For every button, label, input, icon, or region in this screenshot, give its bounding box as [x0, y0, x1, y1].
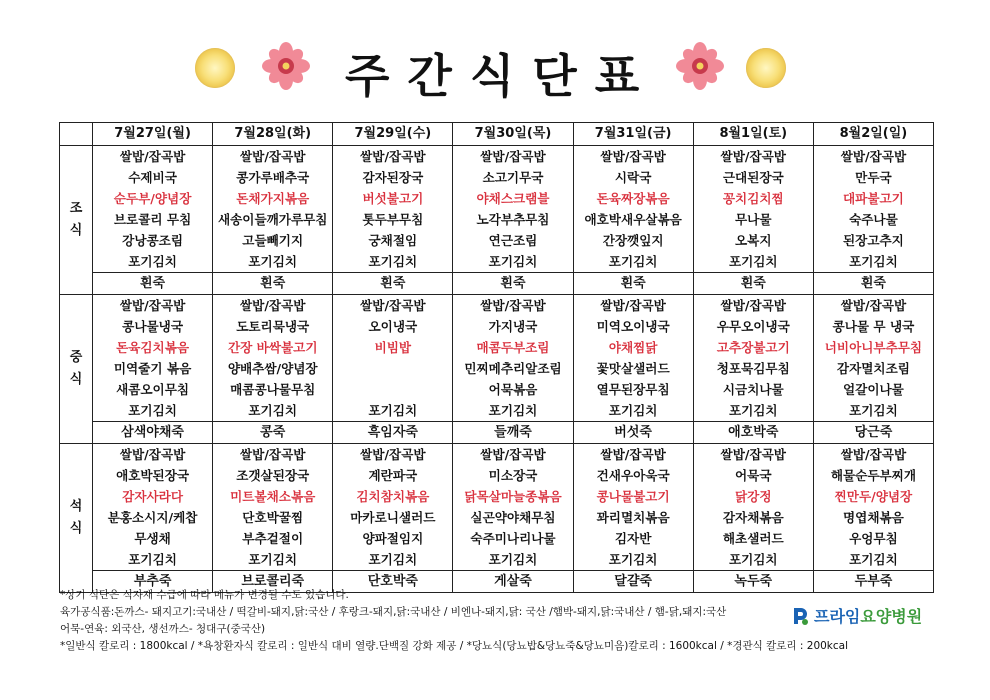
dish-item: 새콤오이무침	[116, 382, 190, 397]
dish-item: 오복지	[735, 233, 772, 248]
dish-item: 단호박꿀찜	[242, 510, 304, 525]
dish-item: 포기김치	[368, 254, 418, 269]
main-dish: 찐만두/양념장	[834, 489, 913, 504]
dish-item: 쌀밥/잡곡밥	[720, 447, 786, 462]
dish-item: 쌀밥/잡곡밥	[840, 447, 907, 462]
dish-item: 포기김치	[608, 403, 658, 418]
meal-label-char: 석	[69, 499, 83, 514]
dish-item: 강낭콩조림	[122, 233, 183, 248]
dish-item: 마카로니샐러드	[350, 510, 436, 525]
dish-cell	[93, 295, 213, 422]
dish-item: 애호박된장국	[116, 468, 190, 483]
dish-item: 포기김치	[849, 254, 898, 269]
dish-item: 포기김치	[128, 254, 177, 269]
main-dish: 돈육김치볶음	[116, 340, 190, 355]
day-header: 7월28일(화)	[213, 123, 333, 146]
dish-item: 부추겉절이	[242, 531, 304, 546]
yellow-rose-icon	[746, 48, 786, 88]
dish-item: 분홍소시지/케찹	[107, 510, 198, 525]
dish-cell	[573, 146, 693, 273]
dish-item: 미소장국	[488, 468, 538, 483]
dish-item: 포기김치	[608, 552, 658, 567]
porridge-cell: 부추죽	[93, 571, 213, 593]
dish-item: 숙주나물	[849, 212, 898, 227]
dish-item: 쌀밥/잡곡밥	[600, 149, 666, 164]
dish-item: 포기김치	[608, 254, 658, 269]
meal-row	[60, 146, 934, 273]
porridge-row	[60, 273, 934, 295]
dish-item: 연근조림	[488, 233, 538, 248]
meal-label-char: 식	[69, 521, 83, 536]
meal-label	[60, 444, 93, 593]
page-title: 주간식단표	[345, 49, 658, 103]
main-dish: 야채스크램블	[476, 191, 550, 206]
dish-cell	[693, 444, 813, 571]
note-line: 어묵-연육: 외국산, 생선까스- 청대구(중국산)	[60, 623, 266, 635]
porridge-cell: 흰죽	[813, 273, 933, 295]
meal-row	[60, 295, 934, 422]
dish-item: 실곤약야채무침	[470, 510, 556, 525]
porridge-cell: 흰죽	[573, 273, 693, 295]
dish-item: 포기김치	[849, 552, 898, 567]
dish-item: 건새우아욱국	[596, 468, 670, 483]
dish-cell	[573, 444, 693, 571]
meal-label-char: 식	[69, 372, 83, 387]
dish-cell	[93, 444, 213, 571]
main-dish: 대파불고기	[843, 191, 904, 206]
day-header: 7월31일(금)	[573, 123, 693, 146]
dish-item: 쌀밥/잡곡밥	[360, 447, 426, 462]
dish-item: 포기김치	[368, 552, 418, 567]
dish-cell	[453, 444, 573, 571]
dish-item: 우무오이냉국	[716, 319, 790, 334]
dish-cell	[813, 295, 933, 422]
porridge-row	[60, 422, 934, 444]
dish-item: 된장고추지	[843, 233, 904, 248]
porridge-cell: 흰죽	[453, 273, 573, 295]
brand-name-part: 프라임	[814, 607, 861, 626]
hospital-logo-icon	[790, 606, 810, 626]
dish-item: 해초샐러드	[722, 531, 784, 546]
porridge-cell: 삼색야채죽	[93, 422, 213, 444]
porridge-cell: 흰죽	[333, 273, 453, 295]
dish-cell	[813, 444, 933, 571]
dish-cell	[333, 146, 453, 273]
dish-item: 포기김치	[128, 552, 177, 567]
dish-item: 꽃맛살샐러드	[596, 361, 670, 376]
note-line: 육가공식품:돈까스- 돼지고기:국내산 / 떡갈비-돼지,닭:국산 / 후랑크-돼지,닭:국내산 / 비엔나-돼지,닭: 국산 /햄박-돼지,닭:국내산 / 햄-닭,돼지:국산	[60, 606, 727, 618]
main-dish: 순두부/양념장	[113, 191, 192, 206]
main-dish: 비빔밥	[374, 340, 412, 355]
main-dish: 미트볼채소볶음	[230, 489, 316, 504]
dish-cell	[333, 295, 453, 422]
dish-item: 도토리묵냉국	[236, 319, 310, 334]
porridge-cell: 버섯죽	[573, 422, 693, 444]
main-dish: 돈육짜장볶음	[596, 191, 670, 206]
dish-cell	[573, 295, 693, 422]
dish-item: 쌀밥/잡곡밥	[720, 149, 786, 164]
dish-item: 쌀밥/잡곡밥	[119, 149, 186, 164]
dish-cell	[693, 146, 813, 273]
dish-item: 쌀밥/잡곡밥	[480, 149, 546, 164]
day-header: 7월29일(수)	[333, 123, 453, 146]
dish-item: 쌀밥/잡곡밥	[600, 298, 666, 313]
dish-item: 포기김치	[488, 403, 538, 418]
dish-item: 계란파국	[368, 468, 418, 483]
pink-flower-icon	[676, 42, 724, 90]
pink-flower-icon	[262, 42, 310, 90]
dish-item: 청포묵김무침	[716, 361, 790, 376]
day-header: 8월1일(토)	[693, 123, 813, 146]
porridge-cell: 단호박죽	[333, 571, 453, 593]
dish-cell	[813, 146, 933, 273]
dish-item: 열무된장무침	[596, 382, 670, 397]
main-dish: 야채찜닭	[608, 340, 658, 355]
dish-item	[333, 379, 452, 400]
hospital-name	[814, 604, 922, 627]
dish-item: 김자반	[614, 531, 652, 546]
dish-item: 포기김치	[488, 254, 538, 269]
porridge-cell: 브로콜리죽	[213, 571, 333, 593]
day-header: 8월2일(일)	[813, 123, 933, 146]
weekly-menu-table	[59, 122, 934, 593]
dish-item: 쌀밥/잡곡밥	[360, 149, 426, 164]
dish-item: 수제비국	[128, 170, 177, 185]
main-dish: 닭강정	[735, 489, 772, 504]
dish-item: 양파절임지	[362, 531, 424, 546]
porridge-cell: 흰죽	[213, 273, 333, 295]
dish-item: 어묵국	[735, 468, 772, 483]
brand-name-part: 요양병원	[860, 607, 923, 626]
dish-item: 쌀밥/잡곡밥	[239, 447, 306, 462]
porridge-cell: 흰죽	[693, 273, 813, 295]
meal-label	[60, 295, 93, 444]
dish-item: 쌀밥/잡곡밥	[480, 447, 546, 462]
porridge-cell: 당근죽	[813, 422, 933, 444]
main-dish: 버섯불고기	[362, 191, 424, 206]
main-dish: 감자사라다	[122, 489, 183, 504]
dish-item: 콩가루배추국	[236, 170, 310, 185]
dish-item: 쌀밥/잡곡밥	[239, 298, 306, 313]
dish-cell	[213, 146, 333, 273]
meal-label-char: 조	[69, 201, 83, 216]
day-header: 7월27일(월)	[93, 123, 213, 146]
dish-item: 쌀밥/잡곡밥	[119, 298, 186, 313]
dish-cell	[453, 295, 573, 422]
porridge-cell: 흑임자죽	[333, 422, 453, 444]
dish-item: 해물순두부찌개	[830, 468, 916, 483]
dish-cell	[213, 295, 333, 422]
main-dish: 고추장불고기	[716, 340, 790, 355]
dish-item: 포기김치	[728, 403, 778, 418]
meal-label-char: 식	[69, 223, 83, 238]
dish-item: 꽈리멸치볶음	[596, 510, 670, 525]
note-line: *일반식 칼로리 : 1800kcal / *욕창환자식 칼로리 : 일반식 대비 열량.단백질 강화 제공 / *당뇨식(당뇨밥&당뇨죽&당뇨미음)칼로리 : 1600kcal / *경관식 칼로리 : 200kcal	[60, 640, 849, 652]
note-line: *상기 식단은 식자재 수급에 따라 메뉴가 변경될 수도 있습니다.	[60, 589, 349, 601]
dish-item: 포기김치	[849, 403, 898, 418]
dish-item: 시락국	[614, 170, 652, 185]
dish-item	[333, 358, 452, 379]
dish-item: 노각부추무침	[476, 212, 550, 227]
main-dish: 돈채가지볶음	[236, 191, 310, 206]
dish-item: 포기김치	[368, 403, 418, 418]
dish-item: 톳두부무침	[362, 212, 424, 227]
porridge-cell: 달걀죽	[573, 571, 693, 593]
dish-item: 간장깻잎지	[602, 233, 664, 248]
main-dish: 매콤두부조림	[476, 340, 550, 355]
dish-item: 매콤콩나물무침	[230, 382, 316, 397]
dish-item: 콩나물냉국	[122, 319, 183, 334]
dish-item: 어묵볶음	[488, 382, 538, 397]
main-dish: 김치참치볶음	[356, 489, 430, 504]
dish-item: 쌀밥/잡곡밥	[720, 298, 786, 313]
dish-item: 쌀밥/잡곡밥	[360, 298, 426, 313]
dish-item: 양배추쌈/양념장	[227, 361, 318, 376]
porridge-cell: 애호박죽	[693, 422, 813, 444]
meal-label	[60, 146, 93, 295]
dish-item: 포기김치	[248, 552, 298, 567]
dish-item: 소고기무국	[482, 170, 544, 185]
main-dish: 콩나물불고기	[596, 489, 670, 504]
dish-item: 브로콜리 무침	[113, 212, 192, 227]
day-header: 7월30일(목)	[453, 123, 573, 146]
dish-item: 우엉무침	[849, 531, 898, 546]
dish-cell	[333, 444, 453, 571]
dish-item: 민찌메추리알조림	[464, 361, 562, 376]
dish-cell	[693, 295, 813, 422]
dish-item: 포기김치	[248, 403, 298, 418]
hospital-brand	[790, 604, 922, 627]
dish-item: 쌀밥/잡곡밥	[239, 149, 306, 164]
dish-item: 감자채볶음	[722, 510, 784, 525]
porridge-cell: 콩죽	[213, 422, 333, 444]
dish-cell	[93, 146, 213, 273]
dish-item: 궁채절임	[368, 233, 418, 248]
dish-item: 애호박새우살볶음	[584, 212, 682, 227]
dish-item: 포기김치	[728, 552, 778, 567]
dish-item: 쌀밥/잡곡밥	[840, 149, 907, 164]
dish-item: 포기김치	[248, 254, 298, 269]
title-area	[0, 38, 990, 108]
dish-item: 포기김치	[488, 552, 538, 567]
porridge-cell: 들깨죽	[453, 422, 573, 444]
dish-item: 쌀밥/잡곡밥	[600, 447, 666, 462]
dish-item: 얼갈이나물	[843, 382, 904, 397]
dish-item: 미역줄기 볶음	[113, 361, 192, 376]
main-dish: 너비아니부추무침	[824, 340, 923, 355]
yellow-rose-icon	[195, 48, 235, 88]
dish-item: 포기김치	[728, 254, 778, 269]
porridge-cell: 흰죽	[93, 273, 213, 295]
dish-item: 오이냉국	[368, 319, 418, 334]
porridge-cell: 두부죽	[813, 571, 933, 593]
header-row	[60, 123, 934, 146]
meal-label-char: 중	[69, 350, 83, 365]
dish-item: 가지냉국	[488, 319, 538, 334]
dish-item: 새송이들깨가루무침	[217, 212, 328, 227]
porridge-cell: 녹두죽	[693, 571, 813, 593]
corner-cell	[60, 123, 93, 146]
dish-item: 미역오이냉국	[596, 319, 670, 334]
dish-item: 감자된장국	[362, 170, 424, 185]
dish-item: 조갯살된장국	[236, 468, 310, 483]
dish-item: 만두국	[855, 170, 892, 185]
dish-item: 명엽채볶음	[843, 510, 904, 525]
main-dish: 꽁치김치찜	[722, 191, 784, 206]
dish-item: 근대된장국	[722, 170, 784, 185]
dish-item: 포기김치	[128, 403, 177, 418]
dish-item: 고들빼기지	[242, 233, 304, 248]
dish-item: 감자멸치조림	[836, 361, 910, 376]
meal-row	[60, 444, 934, 571]
dish-cell	[453, 146, 573, 273]
porridge-cell: 게살죽	[453, 571, 573, 593]
dish-item: 숙주미나리나물	[470, 531, 556, 546]
dish-item: 시금치나물	[722, 382, 784, 397]
dish-item: 쌀밥/잡곡밥	[480, 298, 546, 313]
dish-cell	[213, 444, 333, 571]
main-dish: 닭목살마늘종볶음	[464, 489, 562, 504]
dish-item: 콩나물 무 냉국	[832, 319, 915, 334]
dish-item: 쌀밥/잡곡밥	[840, 298, 907, 313]
dish-item: 쌀밥/잡곡밥	[119, 447, 186, 462]
dish-item: 무나물	[735, 212, 772, 227]
footer-notes	[60, 587, 848, 655]
main-dish: 간장 바싹불고기	[227, 340, 318, 355]
dish-item: 무생채	[134, 531, 171, 546]
